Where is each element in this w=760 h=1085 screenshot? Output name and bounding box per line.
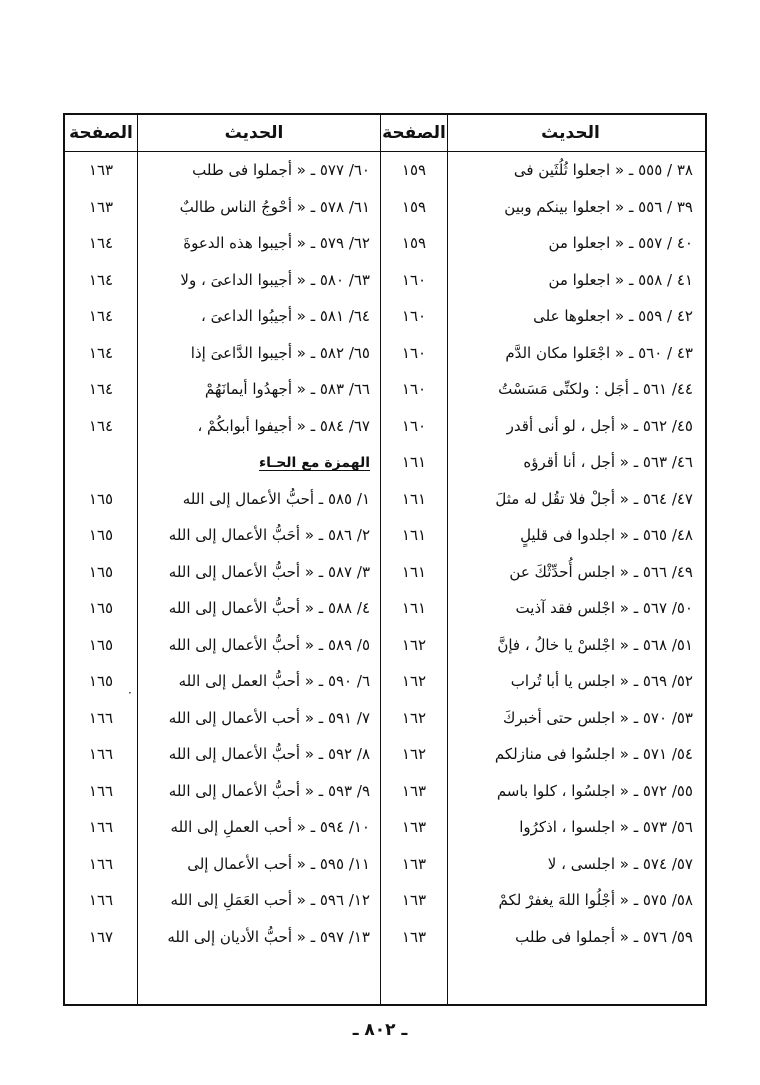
table-row: [64, 408, 706, 445]
right-page-cell: ١٦١: [381, 444, 448, 481]
right-hadith-cell: ٤٦/ ٥٦٣ ـ « أجل ، أنا أقرؤه: [523, 453, 693, 472]
right-page-cell: ١٦٠: [381, 335, 448, 372]
right-page-cell: ١٦٢: [381, 700, 448, 737]
filler-cell: [381, 955, 448, 1005]
table-row: [64, 517, 706, 554]
left-hadith-cell: ٦٥/ ٥٨٢ ـ « أجيبوا الدَّاعىَ إذا: [138, 335, 381, 372]
table-row: [64, 298, 706, 335]
table-row: [64, 335, 706, 372]
left-page-cell: ١٦٦: [64, 773, 138, 810]
right-page-cell: ١٦٣: [381, 882, 448, 919]
table-row: [64, 809, 706, 846]
left-page-cell: ١٦٤: [64, 335, 138, 372]
left-page-cell: ١٦٥: [64, 590, 138, 627]
table-header-row: [64, 114, 706, 152]
left-hadith-cell: ٤/ ٥٨٨ ـ « أحبُّ الأعمال إلى الله: [138, 590, 381, 627]
right-page-cell: ١٦٢: [381, 627, 448, 664]
right-hadith-cell: ٥٢/ ٥٦٩ ـ « اجلس يا أبا تُراب: [510, 672, 693, 691]
table-row: [64, 152, 706, 189]
right-page-cell: ١٦١: [381, 590, 448, 627]
table-row: [64, 627, 706, 664]
left-hadith-cell: ٥/ ٥٨٩ ـ « أحبُّ الأعمال إلى الله: [138, 627, 381, 664]
right-hadith-cell: ٤٩/ ٥٦٦ ـ « اجلس أُحدِّثْكَ عن: [509, 562, 693, 581]
table-row: [64, 262, 706, 299]
table-row: [64, 371, 706, 408]
right-hadith-cell: ٤٠ / ٥٥٧ ـ « اجعلوا من: [548, 234, 693, 253]
left-page-cell: ١٦٦: [64, 700, 138, 737]
left-hadith-cell: ٩/ ٥٩٣ ـ « أحبُّ الأعمال إلى الله: [138, 773, 381, 810]
left-hadith-cell: ٦١/ ٥٧٨ ـ « أحْوجُ الناس طالبٌ: [138, 189, 381, 226]
left-hadith-cell: ١١/ ٥٩٥ ـ « أحب الأعمال إلى: [138, 846, 381, 883]
right-hadith-cell: ٥٣/ ٥٧٠ ـ « اجلس حتى أخبركَ: [503, 708, 693, 727]
right-hadith-cell: ٤١ / ٥٥٨ ـ « اجعلوا من: [548, 270, 693, 289]
right-hadith-cell: ٥١/ ٥٦٨ ـ « اجْلسْ يا خالُ ، فإنَّ: [497, 635, 693, 654]
right-page-cell: ١٦٠: [381, 408, 448, 445]
left-hadith-cell: ١/ ٥٨٥ ـ أحبُّ الأعمال إلى الله: [138, 481, 381, 518]
right-hadith-cell: ٤٤/ ٥٦١ ـ أجَل : ولكنِّى مَسَسْتُ: [498, 380, 693, 399]
left-hadith-cell: ٧/ ٥٩١ ـ « أحب الأعمال إلى الله: [138, 700, 381, 737]
left-hadith-cell: ٦/ ٥٩٠ ـ « أحبُّ العمل إلى الله: [138, 663, 381, 700]
table-row: [64, 481, 706, 518]
header-page-left: الصفحة: [64, 114, 138, 152]
left-page-cell: ١٦٥: [64, 517, 138, 554]
left-page-cell: ١٦٦: [64, 846, 138, 883]
right-hadith-cell: ٤٧/ ٥٦٤ ـ « أجلْ فلا تقُل له مثلَ: [495, 489, 693, 508]
right-page-cell: ١٦٢: [381, 736, 448, 773]
section-heading: [138, 444, 381, 481]
page-number: ـ ٨٠٢ ـ: [352, 1020, 408, 1040]
table-row: [64, 700, 706, 737]
left-page-cell: ١٦٤: [64, 225, 138, 262]
right-page-cell: ١٦٣: [381, 773, 448, 810]
left-page-cell: ١٦٤: [64, 298, 138, 335]
left-page-cell: ١٦٦: [64, 736, 138, 773]
left-page-cell: ١٦٣: [64, 152, 138, 189]
header-page-right: الصفحة: [381, 114, 448, 152]
right-page-cell: ١٥٩: [381, 152, 448, 189]
left-hadith-cell: ٢/ ٥٨٦ ـ « أحَبُّ الأعمال إلى الله: [138, 517, 381, 554]
left-page-cell: ١٦٦: [64, 809, 138, 846]
table-row: [64, 773, 706, 810]
table-row: [64, 444, 706, 481]
right-page-cell: ١٦٢: [381, 663, 448, 700]
table-row: [64, 590, 706, 627]
table-row: [64, 736, 706, 773]
right-hadith-cell: ٥٦/ ٥٧٣ ـ « اجلسوا ، اذكرُوا: [519, 818, 693, 837]
table-row: [64, 919, 706, 956]
table-row: [64, 225, 706, 262]
left-page-cell: ١٦٤: [64, 262, 138, 299]
right-page-cell: ١٦٣: [381, 809, 448, 846]
filler-cell: [64, 955, 138, 1005]
filler-cell: [448, 955, 707, 1005]
table-filler-row: [64, 955, 706, 1005]
left-page-cell: ١٦٣: [64, 189, 138, 226]
right-page-cell: ١٦١: [381, 481, 448, 518]
right-hadith-cell: ٥٥/ ٥٧٢ ـ « اجلسُوا ، كلوا باسم: [496, 781, 693, 800]
table-row: [64, 663, 706, 700]
right-page-cell: ١٦٠: [381, 371, 448, 408]
right-hadith-cell: ٣٨ / ٥٥٥ ـ « اجعلوا ثُلُثَين فى: [513, 161, 693, 180]
right-hadith-cell: ٣٩ / ٥٥٦ ـ « اجعلوا بينكم وبين: [504, 197, 693, 216]
left-hadith-cell: ١٢/ ٥٩٦ ـ « أحب العَمَلِ إلى الله: [138, 882, 381, 919]
right-page-cell: ١٦١: [381, 517, 448, 554]
right-page-cell: ١٦٣: [381, 919, 448, 956]
left-page-cell: ١٦٥: [64, 627, 138, 664]
right-page-cell: ١٥٩: [381, 225, 448, 262]
left-page-cell: ١٦٤: [64, 371, 138, 408]
filler-cell: [138, 955, 381, 1005]
header-hadith-right: الحديث: [448, 114, 707, 152]
left-hadith-cell: ١٣/ ٥٩٧ ـ « أحبُّ الأديان إلى الله: [138, 919, 381, 956]
left-hadith-cell: ٦٣/ ٥٨٠ ـ « أجيبوا الداعىَ ، ولا: [138, 262, 381, 299]
stray-dot: ·: [128, 686, 132, 700]
left-page-cell: ١٦٦: [64, 882, 138, 919]
table-row: [64, 554, 706, 591]
left-page-cell: ١٦٥: [64, 663, 138, 700]
left-hadith-cell: ١٠/ ٥٩٤ ـ « أحب العملِ إلى الله: [138, 809, 381, 846]
right-hadith-cell: ٥٨/ ٥٧٥ ـ « أجْلُوا اللهَ يغفرْ لكمْ: [498, 891, 693, 910]
right-hadith-cell: ٤٨/ ٥٦٥ ـ « اجلدوا فى قليلٍ: [520, 526, 693, 545]
left-page-cell: ١٦٥: [64, 554, 138, 591]
table-row: [64, 846, 706, 883]
right-page-cell: ١٦٣: [381, 846, 448, 883]
table-row: [64, 189, 706, 226]
left-hadith-cell: ٦٢/ ٥٧٩ ـ « أجيبوا هذه الدعوةَ: [138, 225, 381, 262]
right-hadith-cell: ٥٠/ ٥٦٧ ـ « اجْلس فقد آذيت: [515, 599, 693, 618]
right-hadith-cell: ٥٧/ ٥٧٤ ـ « اجلسى ، لا: [547, 854, 693, 873]
left-page-cell: ١٦٧: [64, 919, 138, 956]
right-hadith-cell: ٥٤/ ٥٧١ ـ « اجلسُوا فى منازلكم: [494, 745, 693, 764]
hadith-index-table: [63, 113, 707, 1006]
header-hadith-left: الحديث: [138, 114, 381, 152]
right-page-cell: ١٦١: [381, 554, 448, 591]
right-page-cell: ١٥٩: [381, 189, 448, 226]
right-hadith-cell: ٥٩/ ٥٧٦ ـ « أجملوا فى طلب: [515, 927, 693, 946]
left-hadith-cell: ٦٤/ ٥٨١ ـ « أجيبُوا الداعىَ ،: [138, 298, 381, 335]
left-page-cell: [64, 444, 138, 481]
section-heading-text: الهمزة مع الحـاء: [259, 455, 370, 472]
left-hadith-cell: ٣/ ٥٨٧ ـ « أحبُّ الأعمال إلى الله: [138, 554, 381, 591]
right-hadith-cell: ٤٣ / ٥٦٠ ـ « اجْعَلوا مكان الدَّم: [505, 343, 693, 362]
right-hadith-cell: ٤٢ / ٥٥٩ ـ « اجعلوها على: [533, 307, 693, 326]
left-hadith-cell: ٦٧/ ٥٨٤ ـ « أجيفوا أبوابكُمْ ،: [138, 408, 381, 445]
left-hadith-cell: ٦٠/ ٥٧٧ ـ « أجملوا فى طلب: [138, 152, 381, 189]
left-page-cell: ١٦٥: [64, 481, 138, 518]
table-row: [64, 882, 706, 919]
left-page-cell: ١٦٤: [64, 408, 138, 445]
left-hadith-cell: ٨/ ٥٩٢ ـ « أحبُّ الأعمال إلى الله: [138, 736, 381, 773]
right-hadith-cell: ٤٥/ ٥٦٢ ـ « أجل ، لو أنى أقدر: [506, 416, 693, 435]
right-page-cell: ١٦٠: [381, 298, 448, 335]
right-page-cell: ١٦٠: [381, 262, 448, 299]
left-hadith-cell: ٦٦/ ٥٨٣ ـ « أجهدُوا أيمانَهُمْ: [138, 371, 381, 408]
